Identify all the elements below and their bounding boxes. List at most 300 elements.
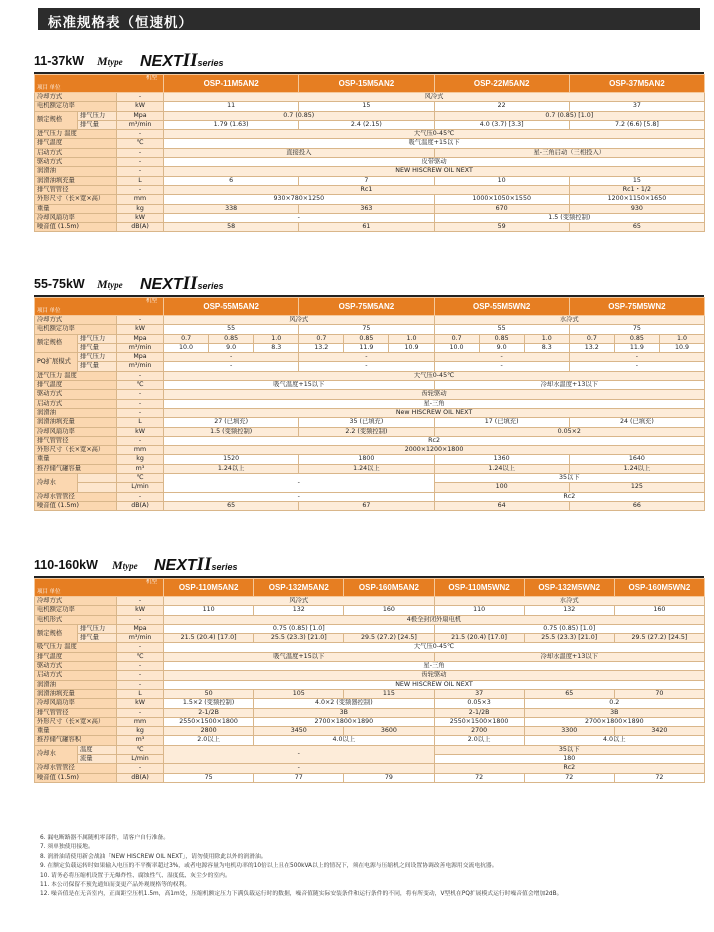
section-m-type: Mtype xyxy=(97,54,123,68)
row-label: 冷却方式 xyxy=(35,93,117,102)
spec-value: 21.5 (20.4) [17.0] xyxy=(434,634,524,643)
row-unit: Mpa xyxy=(117,624,164,633)
spec-value: 3300 xyxy=(524,727,614,736)
spec-value: 21.5 (20.4) [17.0] xyxy=(164,634,254,643)
row-unit: - xyxy=(117,93,164,102)
row-unit: kW xyxy=(117,699,164,708)
spec-value: 0.7 (0.85) [1.0] xyxy=(434,111,705,120)
spec-value: 61 xyxy=(299,223,434,232)
spec-value: 25.5 (23.3) [21.0] xyxy=(254,634,344,643)
row-label: 润滑油填充量 xyxy=(35,418,117,427)
spec-row xyxy=(35,708,705,717)
spec-value: 1.0 xyxy=(389,334,434,343)
spec-value: 2.2 (变频控制) xyxy=(299,427,434,436)
spec-value: 1.24以上 xyxy=(569,464,704,473)
spec-value: 3B xyxy=(254,708,434,717)
table-corner-header xyxy=(35,75,164,93)
spec-value: 22 xyxy=(434,102,569,111)
spec-value: 77 xyxy=(254,773,344,782)
spec-value: 3420 xyxy=(614,727,704,736)
row-label: 电机形式 xyxy=(35,615,117,624)
spec-value: 13.2 xyxy=(569,343,614,352)
spec-value: 160 xyxy=(344,606,434,615)
spec-row xyxy=(35,446,705,455)
spec-value: 2-1/2B xyxy=(164,708,254,717)
row-unit: - xyxy=(117,764,164,773)
spec-value: - xyxy=(164,492,435,501)
next-ii-series-logo: NEXTIIseries xyxy=(140,50,224,71)
row-label: 润滑油 xyxy=(35,167,117,176)
row-unit: - xyxy=(117,662,164,671)
row-label: 重量 xyxy=(35,727,117,736)
spec-value: 75 xyxy=(299,325,434,334)
model-name: OSP-37M5AN2 xyxy=(569,75,704,93)
spec-value: - xyxy=(299,353,434,362)
spec-row xyxy=(35,736,705,745)
row-label: 噪音值 (1.5m) xyxy=(35,501,117,510)
spec-row xyxy=(35,185,705,194)
spec-row xyxy=(35,699,705,708)
notes-list xyxy=(40,834,700,900)
spec-row xyxy=(35,353,705,362)
row-label: 启动方式 xyxy=(35,148,117,157)
corner-machine-label: 机型 xyxy=(146,298,158,304)
spec-value: NEW HISCREW OIL NEXT xyxy=(164,167,705,176)
spec-value: 67 xyxy=(299,501,434,510)
spec-value: 大气压0-45℃ xyxy=(164,643,705,652)
spec-row xyxy=(35,343,705,352)
spec-value: 1.0 xyxy=(254,334,299,343)
spec-value: 0.05×2 xyxy=(434,427,705,436)
spec-row xyxy=(35,427,705,436)
spec-value: 1200×1150×1650 xyxy=(569,195,704,204)
spec-value: 3450 xyxy=(254,727,344,736)
row-unit: Mpa xyxy=(117,353,164,362)
row-label: 启动方式 xyxy=(35,399,117,408)
spec-table-55-75kw xyxy=(34,297,705,511)
row-unit: Mpa xyxy=(117,111,164,120)
row-label: 排气管管径 xyxy=(35,436,117,445)
row-unit: dB(A) xyxy=(117,501,164,510)
row-unit: ℃ xyxy=(117,139,164,148)
row-sub-label: 排气压力 xyxy=(78,111,117,120)
row-label: 润滑油填充量 xyxy=(35,176,117,185)
model-name: OSP-110M5WN2 xyxy=(434,579,524,597)
row-unit: mm xyxy=(117,446,164,455)
row-group-label: 额定规格 xyxy=(35,334,78,353)
spec-value: 930 xyxy=(569,204,704,213)
row-group-label: PQ扩展模式 xyxy=(35,353,78,372)
spec-value: 50 xyxy=(164,689,254,698)
spec-row xyxy=(35,381,705,390)
spec-row xyxy=(35,662,705,671)
spec-value: 风冷式 xyxy=(164,93,705,102)
page-title: 标准规格表（恒速机） xyxy=(48,15,193,31)
spec-value: 2700×1800×1890 xyxy=(254,717,434,726)
row-unit: L xyxy=(117,689,164,698)
spec-value: 72 xyxy=(524,773,614,782)
row-unit: - xyxy=(117,130,164,139)
row-unit: dB(A) xyxy=(117,223,164,232)
spec-row xyxy=(35,334,705,343)
row-unit: mm xyxy=(117,195,164,204)
spec-value: 1800 xyxy=(299,455,434,464)
spec-value: 55 xyxy=(434,325,569,334)
spec-value: 1.24以上 xyxy=(164,464,299,473)
spec-table-11-37kw xyxy=(34,74,705,232)
note-item: 8. 润滑油请使用新会战油「NEW HISCREW OIL NEXT」，请勿使用除此以外的润滑油。 xyxy=(40,853,267,860)
row-unit: kW xyxy=(117,213,164,222)
spec-value: 670 xyxy=(434,204,569,213)
row-unit: - xyxy=(117,615,164,624)
table-corner-header xyxy=(35,579,164,597)
spec-value: 0.85 xyxy=(209,334,254,343)
spec-row xyxy=(35,455,705,464)
row-unit: L/min xyxy=(117,755,164,764)
spec-value: 2550×1500×1800 xyxy=(164,717,254,726)
spec-value: 15 xyxy=(569,176,704,185)
row-label: 冷却风扇功率 xyxy=(35,699,117,708)
spec-value: 100 xyxy=(434,483,569,492)
row-label: 驱动方式 xyxy=(35,390,117,399)
spec-row xyxy=(35,624,705,633)
spec-value: 1.79 (1.63) xyxy=(164,120,299,129)
spec-row xyxy=(35,492,705,501)
spec-value: 132 xyxy=(254,606,344,615)
spec-value: 4.0×2 (变频器控制) xyxy=(254,699,434,708)
spec-row xyxy=(35,408,705,417)
spec-value: 4.0以上 xyxy=(524,736,704,745)
spec-value: 15 xyxy=(299,102,434,111)
spec-value: 0.85 xyxy=(479,334,524,343)
row-unit: kW xyxy=(117,606,164,615)
spec-row xyxy=(35,148,705,157)
spec-value: Rc2 xyxy=(434,764,704,773)
spec-row xyxy=(35,362,705,371)
spec-value: - xyxy=(164,213,435,222)
spec-value: 10.0 xyxy=(164,343,209,352)
spec-value: 11.9 xyxy=(344,343,389,352)
row-unit: - xyxy=(117,436,164,445)
spec-value: 0.7 xyxy=(164,334,209,343)
spec-value: 27 (已填充) xyxy=(164,418,299,427)
spec-value: 58 xyxy=(164,223,299,232)
row-group-label: 额定规格 xyxy=(35,624,78,643)
spec-value: 7 xyxy=(299,176,434,185)
note-item: 12. 噪音值是在无音室内，正面距空压机1.5m，高1m处，压缩机额定压力下满负载运行时的数据，噪音值随实际安装条件和运行条件的不同，将有所变动，V型机在PQ扩展模式运行时噪音值会增加2dB。 xyxy=(40,891,563,898)
row-label: 冷却水管管径 xyxy=(35,492,117,501)
row-unit: ℃ xyxy=(117,745,164,754)
spec-row xyxy=(35,689,705,698)
spec-value: 105 xyxy=(254,689,344,698)
note-item: 10. 请务必将压缩机设置于无爆炸性、腐蚀性气、湿度低、灰尘少的室内。 xyxy=(40,872,231,879)
row-label: 推荐储气罐容积 xyxy=(35,736,117,745)
model-name: OSP-132M5WN2 xyxy=(524,579,614,597)
spec-value: 2.0以上 xyxy=(434,736,524,745)
row-unit: - xyxy=(117,680,164,689)
row-unit: kW xyxy=(117,427,164,436)
spec-value: 10 xyxy=(434,176,569,185)
spec-row xyxy=(35,680,705,689)
spec-value: 29.5 (27.2) [24.5] xyxy=(614,634,704,643)
spec-value: 1.24以上 xyxy=(299,464,434,473)
spec-row xyxy=(35,717,705,726)
corner-machine-label: 机型 xyxy=(146,75,158,81)
spec-value: 吸气温度+15以下 xyxy=(164,652,434,661)
spec-row xyxy=(35,634,705,643)
row-unit: L xyxy=(117,176,164,185)
row-unit: - xyxy=(117,316,164,325)
spec-value: 风冷式 xyxy=(164,316,435,325)
row-label: 电机额定功率 xyxy=(35,325,117,334)
row-label: 驱动方式 xyxy=(35,662,117,671)
row-label: 冷却风扇功率 xyxy=(35,213,117,222)
row-label: 排气温度 xyxy=(35,139,117,148)
spec-value: 吸气温度+15以下 xyxy=(164,139,705,148)
row-unit: - xyxy=(117,399,164,408)
spec-value: Rc1・1/2 xyxy=(569,185,704,194)
spec-row xyxy=(35,325,705,334)
row-group-label: 冷却水 xyxy=(35,474,78,493)
spec-value: Rc2 xyxy=(164,436,705,445)
row-unit: - xyxy=(117,671,164,680)
spec-value: 79 xyxy=(344,773,434,782)
row-unit: - xyxy=(117,390,164,399)
row-label: 电机额定功率 xyxy=(35,102,117,111)
spec-table-110-160kw xyxy=(34,578,705,783)
row-label: 润滑油填充量 xyxy=(35,689,117,698)
row-unit: m³/min xyxy=(117,120,164,129)
row-sub-label: 排气量 xyxy=(78,120,117,129)
spec-value: 风冷式 xyxy=(164,597,434,606)
section-m-type: Mtype xyxy=(112,558,138,572)
spec-row xyxy=(35,745,705,754)
spec-value: 110 xyxy=(434,606,524,615)
spec-value: 65 xyxy=(569,223,704,232)
spec-value: 0.7 xyxy=(434,334,479,343)
spec-value: 132 xyxy=(524,606,614,615)
model-name: OSP-55M5WN2 xyxy=(434,298,569,316)
row-label: 润滑油 xyxy=(35,680,117,689)
spec-value: 0.7 (0.85) xyxy=(164,111,435,120)
spec-value: Rc1 xyxy=(164,185,570,194)
row-unit: ℃ xyxy=(117,381,164,390)
spec-row xyxy=(35,390,705,399)
spec-value: New HISCREW OIL NEXT xyxy=(164,408,705,417)
corner-machine-label: 机型 xyxy=(146,579,158,585)
spec-value: 7.2 (6.6) [5.8] xyxy=(569,120,704,129)
spec-value: 3B xyxy=(524,708,704,717)
row-unit: ℃ xyxy=(117,474,164,483)
row-sub-label: 排气压力 xyxy=(78,624,117,633)
spec-value: 10.9 xyxy=(659,343,704,352)
spec-value: - xyxy=(164,353,299,362)
section-power-range: 110-160kW xyxy=(34,558,98,572)
note-item: 7. 须单独使用接地。 xyxy=(40,844,94,851)
spec-row xyxy=(35,93,705,102)
corner-item-label: 项目 单位 xyxy=(37,84,61,91)
section-1-heading xyxy=(34,50,704,74)
spec-row xyxy=(35,643,705,652)
spec-value: 13.2 xyxy=(299,343,344,352)
row-label: 推荐储气罐容量 xyxy=(35,464,117,473)
spec-value: 8.3 xyxy=(524,343,569,352)
spec-value: 9.0 xyxy=(209,343,254,352)
spec-value: 72 xyxy=(614,773,704,782)
spec-row xyxy=(35,371,705,380)
spec-value: 24 (已填充) xyxy=(569,418,704,427)
row-unit: - xyxy=(117,167,164,176)
spec-value: - xyxy=(569,353,704,362)
spec-value: 66 xyxy=(569,501,704,510)
spec-value: 齿轮驱动 xyxy=(164,390,705,399)
spec-value: 1.0 xyxy=(659,334,704,343)
model-name: OSP-132M5AN2 xyxy=(254,579,344,597)
spec-value: 0.7 xyxy=(299,334,344,343)
spec-value: 1.5×2 (变频控制) xyxy=(164,699,254,708)
row-unit: - xyxy=(117,185,164,194)
spec-value: 0.75 (0.85) [1.0] xyxy=(164,624,434,633)
row-unit: m³/min xyxy=(117,634,164,643)
spec-value: 35 (已填充) xyxy=(299,418,434,427)
row-sub-label: 排气量 xyxy=(78,362,117,371)
spec-value: 64 xyxy=(434,501,569,510)
spec-value: 4.0以上 xyxy=(254,736,434,745)
spec-row xyxy=(35,727,705,736)
spec-value: 930×780×1250 xyxy=(164,195,435,204)
spec-row xyxy=(35,436,705,445)
note-item: 11. 本公司保留不预先通知而变更产品外观规格等的权利。 xyxy=(40,881,191,888)
spec-value: - xyxy=(164,745,434,764)
spec-value: 1.24以上 xyxy=(434,464,569,473)
row-unit: kW xyxy=(117,325,164,334)
spec-value: 4极全封闭外扇电机 xyxy=(164,615,705,624)
spec-row xyxy=(35,102,705,111)
note-item: 9. 在额定负载运转时如果输入电压的不平衡率超过3%，或者电源容量为电机功率的10倍以上且在500kVA以上的情况下，须在电源与压缩机之间设置协调改善电源用交流电抗器。 xyxy=(40,863,498,870)
row-unit: L/min xyxy=(117,483,164,492)
spec-row xyxy=(35,316,705,325)
row-label: 噪音值 (1.5m) xyxy=(35,223,117,232)
row-unit: m³/min xyxy=(117,362,164,371)
spec-value: 70 xyxy=(614,689,704,698)
row-unit: - xyxy=(117,158,164,167)
spec-value: 363 xyxy=(299,204,434,213)
spec-value: 115 xyxy=(344,689,434,698)
row-label: 噪音值 (1.5m) xyxy=(35,773,117,782)
spec-value: 0.05×3 xyxy=(434,699,524,708)
row-unit: - xyxy=(117,371,164,380)
model-name: OSP-75M5WN2 xyxy=(569,298,704,316)
spec-value: 75 xyxy=(164,773,254,782)
spec-value: 皮带驱动 xyxy=(164,158,705,167)
row-label: 重量 xyxy=(35,455,117,464)
spec-value: NEW HISCREW OIL NEXT xyxy=(164,680,705,689)
row-label: 重量 xyxy=(35,204,117,213)
row-sub-label: 排气压力 xyxy=(78,353,117,362)
spec-row xyxy=(35,120,705,129)
model-name: OSP-11M5AN2 xyxy=(164,75,299,93)
row-unit: m³ xyxy=(117,736,164,745)
row-unit: mm xyxy=(117,717,164,726)
spec-value: 吸气温度+15以下 xyxy=(164,381,435,390)
spec-value: 3600 xyxy=(344,727,434,736)
spec-row xyxy=(35,615,705,624)
spec-value: 10.0 xyxy=(434,343,479,352)
row-unit: ℃ xyxy=(117,652,164,661)
spec-row xyxy=(35,606,705,615)
spec-row xyxy=(35,501,705,510)
note-item: 6. 漏电断路器不属随机零部件，请客户自行准备。 xyxy=(40,835,170,841)
row-unit: L xyxy=(117,418,164,427)
spec-value: 0.7 xyxy=(569,334,614,343)
spec-value: - xyxy=(164,764,434,773)
spec-row xyxy=(35,773,705,782)
spec-value: 直接投入 xyxy=(164,148,435,157)
row-sub-label: 温度 xyxy=(78,745,117,754)
row-label: 外形尺寸（长×宽×高） xyxy=(35,446,117,455)
spec-value: 110 xyxy=(164,606,254,615)
spec-value: 37 xyxy=(569,102,704,111)
spec-value: - xyxy=(569,362,704,371)
row-label: 电机额定功率 xyxy=(35,606,117,615)
model-name: OSP-55M5AN2 xyxy=(164,298,299,316)
spec-row xyxy=(35,671,705,680)
spec-value: - xyxy=(434,353,569,362)
spec-value: 1000×1050×1550 xyxy=(434,195,569,204)
row-group-label: 额定规格 xyxy=(35,111,78,130)
spec-value: 35以下 xyxy=(434,474,705,483)
row-label: 吸气压力 温度 xyxy=(35,643,117,652)
row-unit: kg xyxy=(117,455,164,464)
spec-value: 72 xyxy=(434,773,524,782)
row-sub-label: 排气量 xyxy=(78,634,117,643)
spec-value: - xyxy=(164,474,435,493)
spec-row xyxy=(35,418,705,427)
spec-row xyxy=(35,474,705,483)
model-name: OSP-110M5AN2 xyxy=(164,579,254,597)
spec-value: 2000×1200×1800 xyxy=(164,446,705,455)
spec-value: 2.0以上 xyxy=(164,736,254,745)
spec-value: 2800 xyxy=(164,727,254,736)
row-group-label: 冷却水 xyxy=(35,745,78,764)
row-label: 润滑油 xyxy=(35,408,117,417)
spec-value: - xyxy=(164,362,299,371)
row-sub-label xyxy=(78,474,117,483)
spec-value: 1.5 (变频控制) xyxy=(164,427,299,436)
section-power-range: 11-37kW xyxy=(34,54,85,68)
spec-row xyxy=(35,652,705,661)
row-unit: - xyxy=(117,148,164,157)
row-sub-label xyxy=(78,483,117,492)
spec-value: 29.5 (27.2) [24.5] xyxy=(344,634,434,643)
row-sub-label: 排气量 xyxy=(78,343,117,352)
spec-value: 2700×1800×1890 xyxy=(524,717,704,726)
row-label: 排气温度 xyxy=(35,652,117,661)
spec-value: 4.0 (3.7) [3.3] xyxy=(434,120,569,129)
row-label: 冷却方式 xyxy=(35,597,117,606)
spec-value: 65 xyxy=(164,501,299,510)
spec-row xyxy=(35,764,705,773)
row-label: 进气压力 温度 xyxy=(35,130,117,139)
model-name: OSP-15M5AN2 xyxy=(299,75,434,93)
spec-value: 冷却水温度+13以下 xyxy=(434,652,704,661)
spec-value: 大气压0-45℃ xyxy=(164,130,705,139)
spec-value: 0.75 (0.85) [1.0] xyxy=(434,624,704,633)
corner-item-label: 项目 单位 xyxy=(37,588,61,595)
spec-value: 10.9 xyxy=(389,343,434,352)
spec-value: 11 xyxy=(164,102,299,111)
spec-row xyxy=(35,464,705,473)
